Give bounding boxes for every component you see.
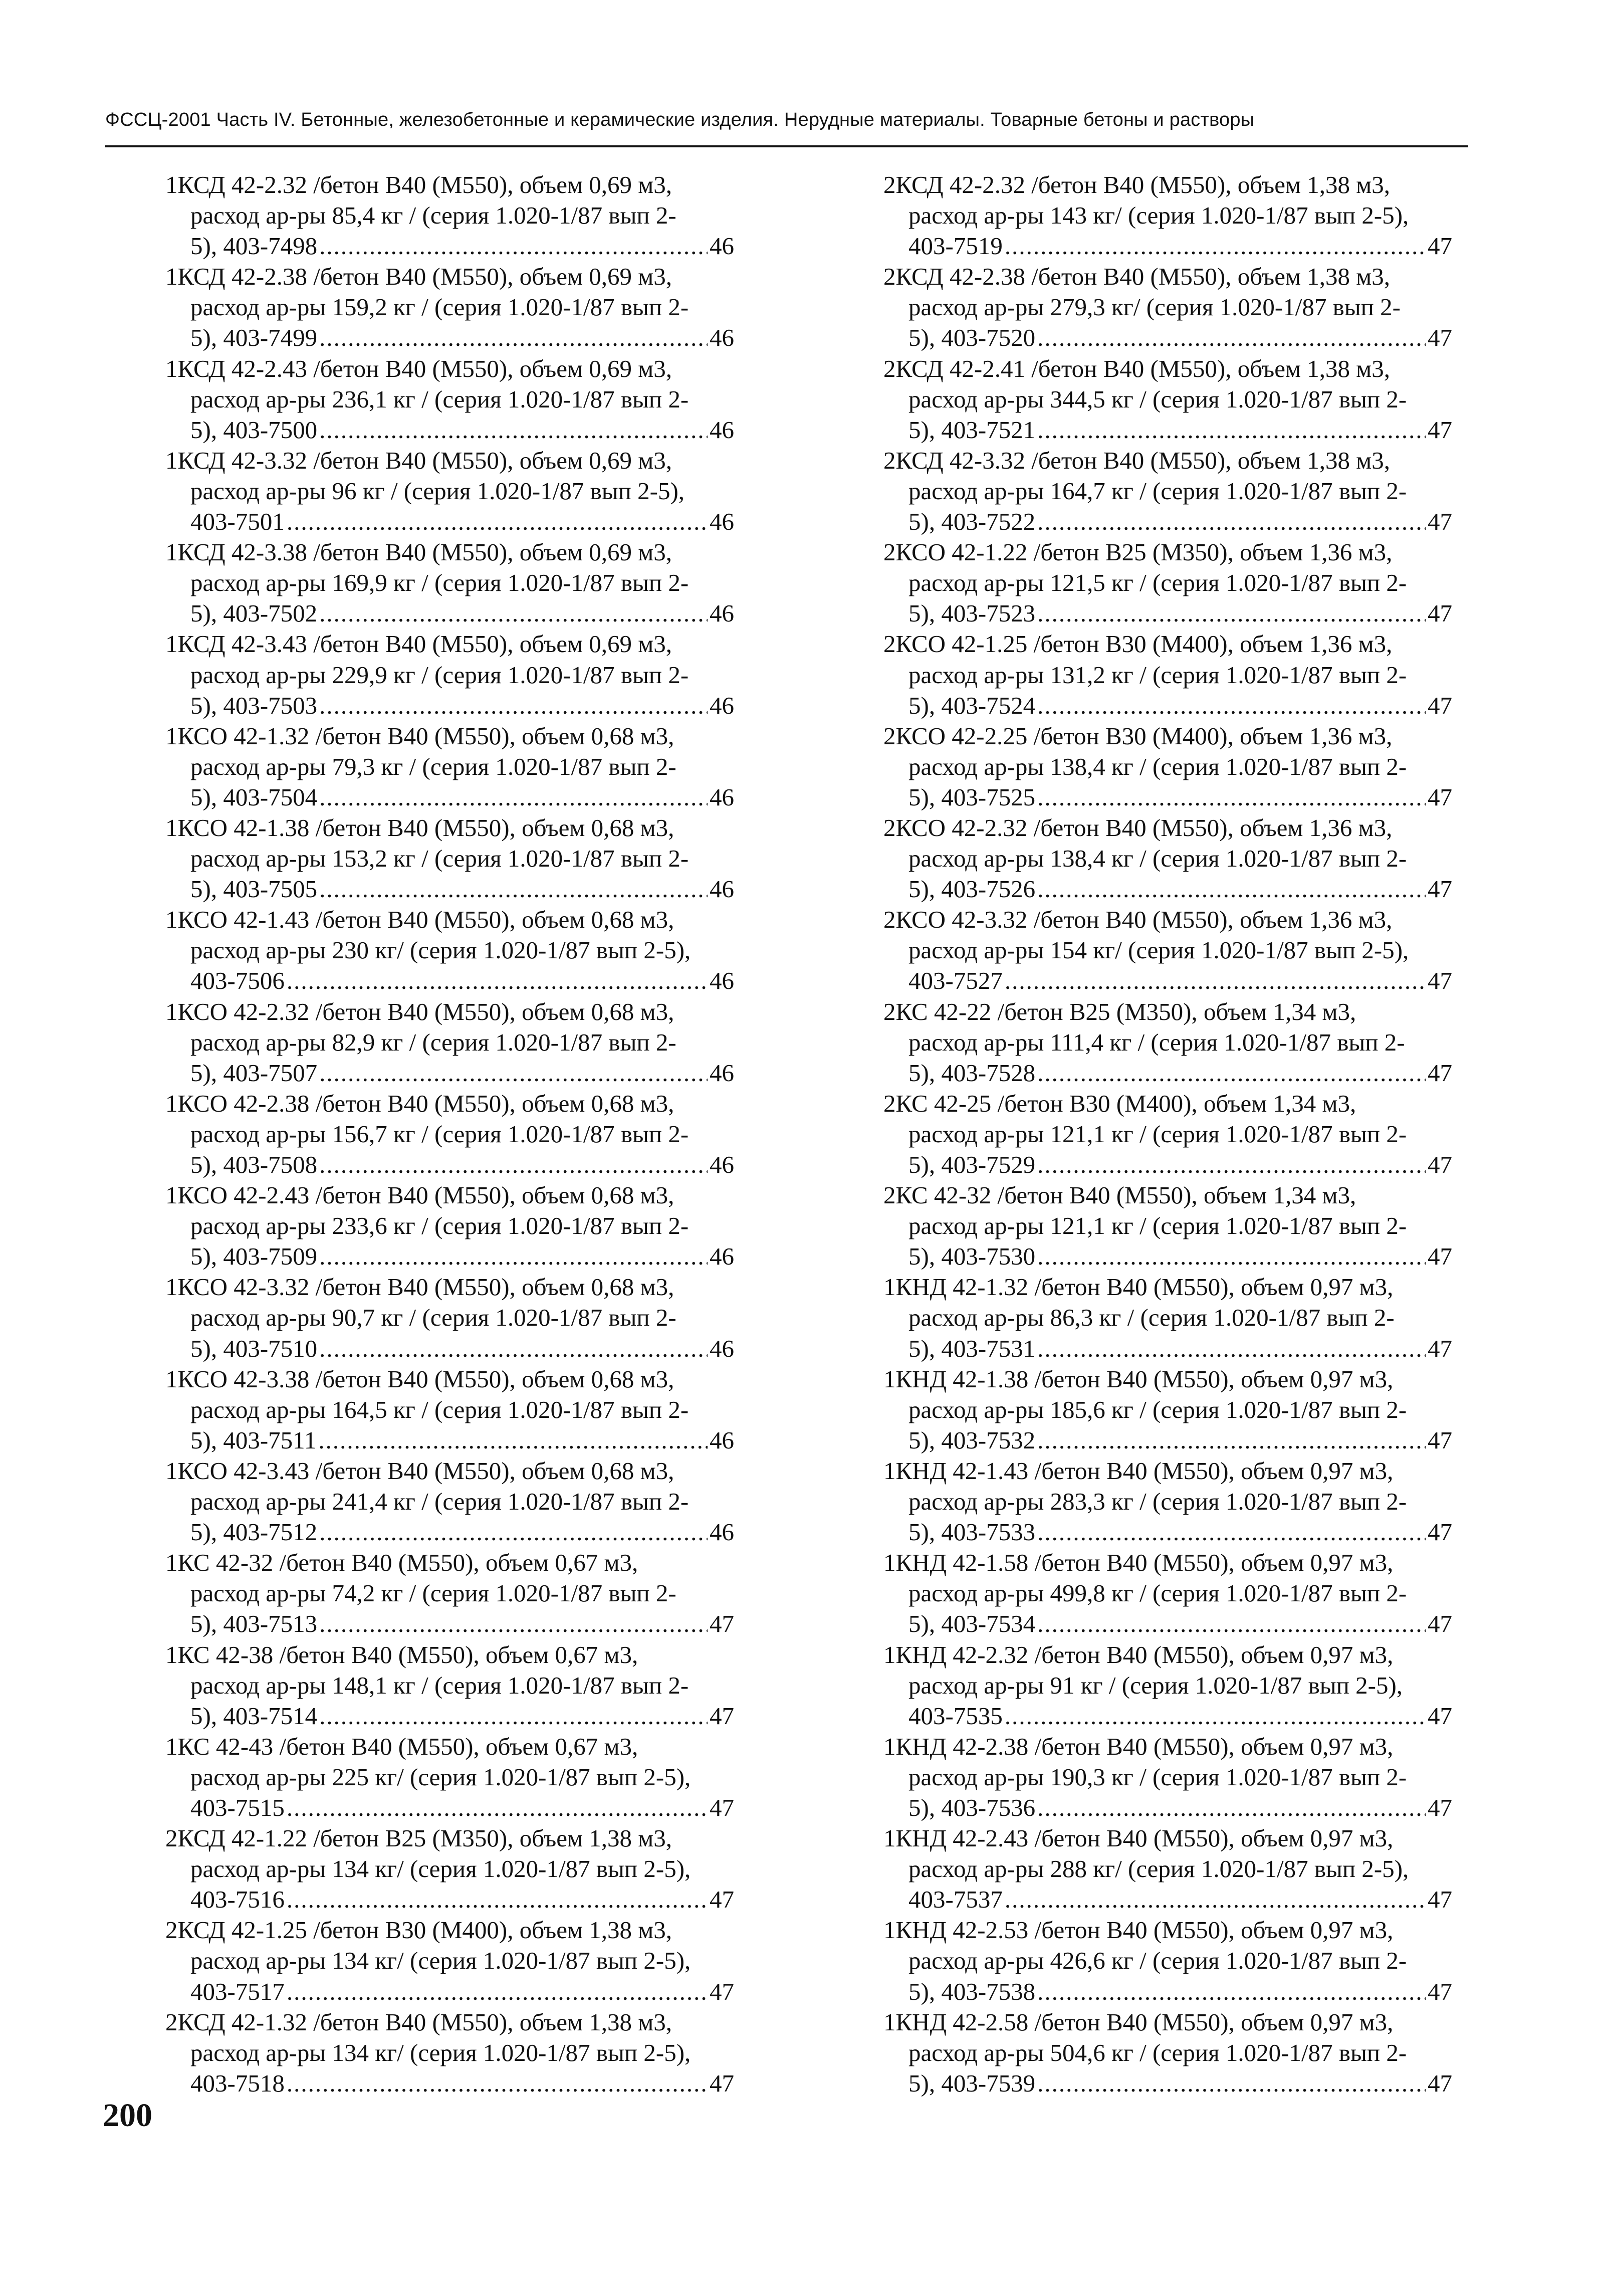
dot-leader xyxy=(319,1241,708,1272)
index-entry xyxy=(165,353,734,445)
dot-leader xyxy=(1037,1517,1426,1547)
entry-page-ref: 46 xyxy=(710,1151,734,1178)
entry-title-line: 2КСД 42-2.32 /бетон В40 (М550), объем 1,38 м3, xyxy=(883,171,1391,198)
index-entry xyxy=(883,1731,1452,1823)
entry-reference-line xyxy=(883,965,1452,996)
index-column-right xyxy=(883,169,1452,2099)
entry-detail-line: расход ар-ры 426,6 кг / (серия 1.020-1/87 вып 2- xyxy=(908,1947,1407,1975)
entry-title-line: 1КНД 42-2.32 /бетон В40 (М550), объем 0,97 м3, xyxy=(883,1640,1394,1668)
dot-leader xyxy=(1005,1701,1426,1731)
entry-code: 5), 403-7511 xyxy=(190,1426,317,1454)
entry-title-line: 1КСО 42-1.32 /бетон В40 (М550), объем 0,68 м3, xyxy=(165,722,674,750)
index-entry xyxy=(883,1639,1452,1731)
entry-page-ref: 47 xyxy=(1428,1059,1452,1087)
entry-page-ref: 47 xyxy=(710,1886,734,1914)
entry-page-ref: 46 xyxy=(710,875,734,903)
entry-reference-line xyxy=(883,506,1452,537)
entry-page-ref: 46 xyxy=(710,1059,734,1087)
index-entry xyxy=(165,2007,734,2099)
entry-title-line: 2КСО 42-1.25 /бетон В30 (М400), объем 1,36 м3, xyxy=(883,630,1393,658)
entry-reference-line xyxy=(883,1425,1452,1455)
dot-leader xyxy=(1037,1425,1426,1455)
entry-reference-line xyxy=(165,414,734,445)
entry-reference-line xyxy=(165,598,734,629)
entry-detail-line: расход ар-ры 279,3 кг/ (серия 1.020-1/87 вып 2- xyxy=(908,293,1401,321)
index-entry xyxy=(165,1547,734,1639)
index-entry xyxy=(883,537,1452,629)
index-entry xyxy=(165,1455,734,1547)
entry-detail-line: расход ар-ры 233,6 кг / (серия 1.020-1/87 вып 2- xyxy=(190,1212,689,1240)
entry-page-ref: 47 xyxy=(1428,691,1452,719)
entry-title-line: 1КСО 42-1.43 /бетон В40 (М550), объем 0,68 м3, xyxy=(165,906,674,934)
index-entry xyxy=(883,812,1452,904)
entry-reference-line xyxy=(165,1701,734,1731)
entry-code: 403-7518 xyxy=(190,2069,285,2097)
entry-code: 5), 403-7513 xyxy=(190,1610,318,1638)
entry-page-ref: 47 xyxy=(1428,1886,1452,1914)
entry-detail-line: расход ар-ры 229,9 кг / (серия 1.020-1/87 вып 2- xyxy=(190,661,689,689)
entry-reference-line xyxy=(883,1517,1452,1547)
entry-page-ref: 47 xyxy=(1428,1518,1452,1546)
index-entry xyxy=(165,812,734,904)
index-entry xyxy=(883,721,1452,812)
dot-leader xyxy=(1037,414,1426,445)
entry-page-ref: 47 xyxy=(1428,1426,1452,1454)
entry-detail-line: расход ар-ры 499,8 кг / (серия 1.020-1/87 вып 2- xyxy=(908,1579,1407,1607)
index-entry xyxy=(883,1088,1452,1180)
entry-detail-line: расход ар-ры 131,2 кг / (серия 1.020-1/87 вып 2- xyxy=(908,661,1407,689)
entry-detail-line: расход ар-ры 283,3 кг / (серия 1.020-1/87 вып 2- xyxy=(908,1488,1407,1516)
dot-leader xyxy=(319,782,708,812)
entry-title-line: 1КСО 42-2.43 /бетон В40 (М550), объем 0,68 м3, xyxy=(165,1181,674,1209)
dot-leader xyxy=(319,1701,708,1731)
entry-detail-line: расход ар-ры 121,1 кг / (серия 1.020-1/87 вып 2- xyxy=(908,1120,1407,1148)
entry-page-ref: 46 xyxy=(710,691,734,719)
entry-page-ref: 47 xyxy=(1428,1334,1452,1362)
entry-code: 403-7527 xyxy=(908,967,1003,995)
dot-leader xyxy=(319,1149,708,1180)
entry-code: 403-7537 xyxy=(908,1886,1003,1914)
entry-reference-line xyxy=(165,2068,734,2099)
entry-detail-line: расход ар-ры 90,7 кг / (серия 1.020-1/87 вып 2- xyxy=(190,1304,676,1332)
dot-leader xyxy=(287,965,708,996)
entry-code: 403-7501 xyxy=(190,508,285,536)
entry-code: 5), 403-7534 xyxy=(908,1610,1036,1638)
entry-detail-line: расход ар-ры 153,2 кг / (серия 1.020-1/87 вып 2- xyxy=(190,845,689,873)
index-entry xyxy=(883,2007,1452,2099)
index-entry xyxy=(165,169,734,261)
dot-leader xyxy=(1037,1241,1426,1272)
entry-title-line: 1КНД 42-2.58 /бетон В40 (М550), объем 0,97 м3, xyxy=(883,2008,1394,2036)
entry-title-line: 2КС 42-32 /бетон В40 (М550), объем 1,34 м3, xyxy=(883,1181,1356,1209)
entry-detail-line: расход ар-ры 156,7 кг / (серия 1.020-1/87 вып 2- xyxy=(190,1120,689,1148)
index-entry xyxy=(165,1180,734,1272)
entry-detail-line: расход ар-ры 134 кг/ (серия 1.020-1/87 вып 2-5), xyxy=(190,2038,691,2066)
entry-title-line: 1КСО 42-2.38 /бетон В40 (М550), объем 0,68 м3, xyxy=(165,1089,674,1117)
index-entry xyxy=(883,1823,1452,1915)
entry-code: 5), 403-7533 xyxy=(908,1518,1036,1546)
entry-detail-line: расход ар-ры 86,3 кг / (серия 1.020-1/87 вып 2- xyxy=(908,1304,1395,1332)
entry-title-line: 1КС 42-38 /бетон В40 (М550), объем 0,67 м3, xyxy=(165,1640,638,1668)
entry-page-ref: 46 xyxy=(710,783,734,811)
index-entry xyxy=(883,261,1452,353)
entry-detail-line: расход ар-ры 169,9 кг / (серия 1.020-1/87 вып 2- xyxy=(190,569,689,597)
entry-detail-line: расход ар-ры 91 кг / (серия 1.020-1/87 вып 2-5), xyxy=(908,1671,1403,1699)
entry-reference-line xyxy=(883,2068,1452,2099)
entry-reference-line xyxy=(165,1058,734,1088)
entry-detail-line: расход ар-ры 164,7 кг / (серия 1.020-1/87 вып 2- xyxy=(908,477,1407,505)
entry-code: 5), 403-7531 xyxy=(908,1334,1036,1362)
entry-title-line: 1КСД 42-3.38 /бетон В40 (М550), объем 0,69 м3, xyxy=(165,538,672,566)
entry-code: 5), 403-7510 xyxy=(190,1334,318,1362)
index-entry xyxy=(165,261,734,353)
index-entry xyxy=(883,1547,1452,1639)
entry-detail-line: расход ар-ры 154 кг/ (серия 1.020-1/87 вып 2-5), xyxy=(908,936,1409,964)
dot-leader xyxy=(1037,690,1426,721)
entry-code: 5), 403-7525 xyxy=(908,783,1036,811)
entry-code: 5), 403-7536 xyxy=(908,1793,1036,1821)
entry-title-line: 1КСО 42-3.43 /бетон В40 (М550), объем 0,68 м3, xyxy=(165,1456,674,1485)
entry-page-ref: 47 xyxy=(1428,1610,1452,1638)
entry-reference-line xyxy=(165,1425,734,1455)
entry-title-line: 2КС 42-22 /бетон В25 (М350), объем 1,34 м3, xyxy=(883,997,1356,1025)
index-entry xyxy=(165,721,734,812)
dot-leader xyxy=(319,1608,708,1639)
entry-page-ref: 47 xyxy=(710,1610,734,1638)
index-entry xyxy=(883,169,1452,261)
header-rule xyxy=(105,145,1468,147)
entry-reference-line xyxy=(883,1701,1452,1731)
dot-leader xyxy=(1005,1884,1426,1915)
dot-leader xyxy=(319,874,708,904)
entry-page-ref: 47 xyxy=(1428,324,1452,352)
entry-code: 5), 403-7509 xyxy=(190,1242,318,1271)
entry-title-line: 1КСД 42-3.32 /бетон В40 (М550), объем 0,69 м3, xyxy=(165,446,672,474)
entry-title-line: 2КСД 42-2.38 /бетон В40 (М550), объем 1,38 м3, xyxy=(883,263,1391,291)
entry-code: 5), 403-7503 xyxy=(190,691,318,719)
entry-reference-line xyxy=(165,1608,734,1639)
entry-code: 5), 403-7520 xyxy=(908,324,1036,352)
entry-page-ref: 46 xyxy=(710,1518,734,1546)
entry-reference-line xyxy=(883,1241,1452,1272)
dot-leader xyxy=(1037,1608,1426,1639)
entry-reference-line xyxy=(883,1608,1452,1639)
entry-code: 5), 403-7523 xyxy=(908,599,1036,628)
entry-code: 5), 403-7526 xyxy=(908,875,1036,903)
entry-code: 5), 403-7498 xyxy=(190,232,318,260)
entry-page-ref: 46 xyxy=(710,1334,734,1362)
entry-code: 403-7515 xyxy=(190,1793,285,1821)
index-entry xyxy=(883,996,1452,1088)
dot-leader xyxy=(287,506,708,537)
index-entry xyxy=(165,1088,734,1180)
entry-title-line: 1КНД 42-1.38 /бетон В40 (М550), объем 0,97 м3, xyxy=(883,1365,1394,1393)
index-entry xyxy=(165,1639,734,1731)
dot-leader xyxy=(319,690,708,721)
entry-title-line: 2КСО 42-1.22 /бетон В25 (М350), объем 1,36 м3, xyxy=(883,538,1393,566)
entry-reference-line xyxy=(883,414,1452,445)
entry-reference-line xyxy=(165,1333,734,1364)
dot-leader xyxy=(1037,598,1426,629)
entry-code: 5), 403-7521 xyxy=(908,415,1036,444)
index-entry xyxy=(165,904,734,996)
entry-code: 403-7516 xyxy=(190,1886,285,1914)
entry-code: 5), 403-7500 xyxy=(190,415,318,444)
entry-code: 5), 403-7539 xyxy=(908,2069,1036,2097)
entry-code: 5), 403-7530 xyxy=(908,1242,1036,1271)
entry-page-ref: 46 xyxy=(710,415,734,444)
index-entry xyxy=(883,904,1452,996)
entry-code: 5), 403-7507 xyxy=(190,1059,318,1087)
dot-leader xyxy=(1037,322,1426,353)
entry-code: 5), 403-7524 xyxy=(908,691,1036,719)
entry-title-line: 1КСД 42-2.43 /бетон В40 (М550), объем 0,69 м3, xyxy=(165,354,672,382)
dot-leader xyxy=(1037,782,1426,812)
entry-detail-line: расход ар-ры 225 кг/ (серия 1.020-1/87 вып 2-5), xyxy=(190,1763,691,1791)
entry-title-line: 2КСО 42-3.32 /бетон В40 (М550), объем 1,36 м3, xyxy=(883,906,1393,934)
dot-leader xyxy=(1037,1792,1426,1823)
entry-title-line: 1КНД 42-2.53 /бетон В40 (М550), объем 0,97 м3, xyxy=(883,1916,1394,1944)
entry-code: 5), 403-7538 xyxy=(908,1977,1036,2005)
entry-detail-line: расход ар-ры 74,2 кг / (серия 1.020-1/87 вып 2- xyxy=(190,1579,676,1607)
entry-page-ref: 46 xyxy=(710,1242,734,1271)
running-header: ФССЦ-2001 Часть IV. Бетонные, железобетонные и керамические изделия. Нерудные материалы. Товарные бетоны и растворы xyxy=(105,109,1255,130)
entry-code: 5), 403-7522 xyxy=(908,508,1036,536)
dot-leader xyxy=(1005,965,1426,996)
entry-detail-line: расход ар-ры 111,4 кг / (серия 1.020-1/87 вып 2- xyxy=(908,1028,1405,1056)
entry-code: 403-7506 xyxy=(190,967,285,995)
index-entry xyxy=(165,1364,734,1455)
entry-code: 5), 403-7529 xyxy=(908,1151,1036,1178)
entry-reference-line xyxy=(165,690,734,721)
entry-detail-line: расход ар-ры 504,6 кг / (серия 1.020-1/87 вып 2- xyxy=(908,2038,1407,2066)
entry-detail-line: расход ар-ры 79,3 кг / (серия 1.020-1/87 вып 2- xyxy=(190,752,676,780)
entry-detail-line: расход ар-ры 164,5 кг / (серия 1.020-1/87 вып 2- xyxy=(190,1395,689,1423)
dot-leader xyxy=(1037,1976,1426,2007)
index-entry xyxy=(165,1731,734,1823)
entry-reference-line xyxy=(883,1976,1452,2007)
entry-title-line: 1КНД 42-2.38 /бетон В40 (М550), объем 0,97 м3, xyxy=(883,1732,1394,1760)
entry-reference-line xyxy=(883,690,1452,721)
entry-page-ref: 46 xyxy=(710,1426,734,1454)
entry-title-line: 1КСО 42-1.38 /бетон В40 (М550), объем 0,68 м3, xyxy=(165,813,674,842)
entry-code: 5), 403-7504 xyxy=(190,783,318,811)
entry-title-line: 2КСД 42-3.32 /бетон В40 (М550), объем 1,38 м3, xyxy=(883,446,1391,474)
dot-leader xyxy=(1037,1149,1426,1180)
entry-code: 5), 403-7502 xyxy=(190,599,318,628)
entry-title-line: 1КНД 42-1.43 /бетон В40 (М550), объем 0,97 м3, xyxy=(883,1456,1394,1485)
index-entry xyxy=(165,1272,734,1363)
entry-detail-line: расход ар-ры 185,6 кг / (серия 1.020-1/87 вып 2- xyxy=(908,1395,1407,1423)
index-entry xyxy=(165,1823,734,1915)
index-entry xyxy=(883,1915,1452,2006)
index-entry xyxy=(165,629,734,720)
entry-detail-line: расход ар-ры 138,4 кг / (серия 1.020-1/87 вып 2- xyxy=(908,845,1407,873)
entry-title-line: 1КСД 42-3.43 /бетон В40 (М550), объем 0,69 м3, xyxy=(165,630,672,658)
entry-detail-line: расход ар-ры 148,1 кг / (серия 1.020-1/87 вып 2- xyxy=(190,1671,689,1699)
entry-detail-line: расход ар-ры 230 кг/ (серия 1.020-1/87 вып 2-5), xyxy=(190,936,691,964)
entry-page-ref: 46 xyxy=(710,232,734,260)
entry-reference-line xyxy=(883,874,1452,904)
dot-leader xyxy=(1037,1333,1426,1364)
entry-page-ref: 46 xyxy=(710,599,734,628)
entry-code: 5), 403-7514 xyxy=(190,1702,318,1730)
dot-leader xyxy=(319,598,708,629)
entry-detail-line: расход ар-ры 138,4 кг / (серия 1.020-1/87 вып 2- xyxy=(908,752,1407,780)
entry-reference-line xyxy=(883,598,1452,629)
entry-detail-line: расход ар-ры 134 кг/ (серия 1.020-1/87 вып 2-5), xyxy=(190,1947,691,1975)
entry-reference-line xyxy=(165,506,734,537)
entry-title-line: 1КНД 42-2.43 /бетон В40 (М550), объем 0,97 м3, xyxy=(883,1824,1394,1852)
entry-page-ref: 46 xyxy=(710,967,734,995)
entry-page-ref: 47 xyxy=(710,1977,734,2005)
entry-page-ref: 47 xyxy=(1428,1151,1452,1178)
entry-code: 403-7535 xyxy=(908,1702,1003,1730)
index-entry xyxy=(883,629,1452,720)
entry-reference-line xyxy=(883,1149,1452,1180)
entry-title-line: 2КСД 42-2.41 /бетон В40 (М550), объем 1,38 м3, xyxy=(883,354,1391,382)
entry-code: 403-7519 xyxy=(908,232,1003,260)
entry-code: 5), 403-7512 xyxy=(190,1518,318,1546)
dot-leader xyxy=(287,2068,708,2099)
index-entry xyxy=(883,1272,1452,1363)
entry-title-line: 1КСД 42-2.38 /бетон В40 (М550), объем 0,69 м3, xyxy=(165,263,672,291)
entry-title-line: 1КСД 42-2.32 /бетон В40 (М550), объем 0,69 м3, xyxy=(165,171,672,198)
dot-leader xyxy=(287,1976,708,2007)
entry-reference-line xyxy=(883,1333,1452,1364)
entry-page-ref: 46 xyxy=(710,324,734,352)
entry-code: 5), 403-7528 xyxy=(908,1059,1036,1087)
entry-reference-line xyxy=(165,874,734,904)
entry-reference-line xyxy=(165,231,734,261)
entry-page-ref: 47 xyxy=(1428,599,1452,628)
index-entry xyxy=(883,1180,1452,1272)
entry-page-ref: 47 xyxy=(1428,232,1452,260)
entry-detail-line: расход ар-ры 241,4 кг / (серия 1.020-1/87 вып 2- xyxy=(190,1488,689,1516)
dot-leader xyxy=(1037,874,1426,904)
entry-detail-line: расход ар-ры 85,4 кг / (серия 1.020-1/87 вып 2- xyxy=(190,201,676,230)
index-entry xyxy=(883,445,1452,537)
index-column-left xyxy=(165,169,734,2099)
entry-page-ref: 47 xyxy=(1428,1242,1452,1271)
entry-page-ref: 47 xyxy=(1428,1977,1452,2005)
entry-reference-line xyxy=(883,322,1452,353)
entry-detail-line: расход ар-ры 143 кг/ (серия 1.020-1/87 вып 2-5), xyxy=(908,201,1409,230)
entry-title-line: 1КС 42-43 /бетон В40 (М550), объем 0,67 м3, xyxy=(165,1732,638,1760)
entry-title-line: 2КСД 42-1.25 /бетон В30 (М400), объем 1,38 м3, xyxy=(165,1916,672,1944)
dot-leader xyxy=(1037,506,1426,537)
entry-reference-line xyxy=(165,322,734,353)
entry-page-ref: 46 xyxy=(710,508,734,536)
entry-page-ref: 47 xyxy=(1428,783,1452,811)
entry-code: 5), 403-7499 xyxy=(190,324,318,352)
entry-detail-line: расход ар-ры 96 кг / (серия 1.020-1/87 вып 2-5), xyxy=(190,477,685,505)
index-entry xyxy=(165,996,734,1088)
entry-detail-line: расход ар-ры 134 кг/ (серия 1.020-1/87 вып 2-5), xyxy=(190,1855,691,1883)
entry-page-ref: 47 xyxy=(710,1793,734,1821)
index-entry xyxy=(165,445,734,537)
entry-title-line: 2КСО 42-2.25 /бетон В30 (М400), объем 1,36 м3, xyxy=(883,722,1393,750)
entry-title-line: 1КСО 42-3.38 /бетон В40 (М550), объем 0,68 м3, xyxy=(165,1365,674,1393)
entry-page-ref: 47 xyxy=(1428,1793,1452,1821)
entry-reference-line xyxy=(165,1792,734,1823)
index-entry xyxy=(165,1915,734,2006)
dot-leader xyxy=(1005,231,1426,261)
entry-detail-line: расход ар-ры 121,5 кг / (серия 1.020-1/87 вып 2- xyxy=(908,569,1407,597)
entry-code: 5), 403-7532 xyxy=(908,1426,1036,1454)
dot-leader xyxy=(319,414,708,445)
entry-page-ref: 47 xyxy=(1428,2069,1452,2097)
entry-page-ref: 47 xyxy=(1428,415,1452,444)
entry-reference-line xyxy=(165,1976,734,2007)
entry-detail-line: расход ар-ры 190,3 кг / (серия 1.020-1/87 вып 2- xyxy=(908,1763,1407,1791)
entry-code: 5), 403-7505 xyxy=(190,875,318,903)
entry-reference-line xyxy=(883,1884,1452,1915)
entry-title-line: 1КСО 42-2.32 /бетон В40 (М550), объем 0,68 м3, xyxy=(165,997,674,1025)
entry-reference-line xyxy=(165,1149,734,1180)
entry-code: 5), 403-7508 xyxy=(190,1151,318,1178)
entry-page-ref: 47 xyxy=(1428,1702,1452,1730)
entry-title-line: 2КСД 42-1.32 /бетон В40 (М550), объем 1,38 м3, xyxy=(165,2008,672,2036)
index-entry xyxy=(165,537,734,629)
index-entry xyxy=(883,1455,1452,1547)
page-number: 200 xyxy=(103,2097,152,2134)
entry-title-line: 2КСД 42-1.22 /бетон В25 (М350), объем 1,38 м3, xyxy=(165,1824,672,1852)
dot-leader xyxy=(319,1058,708,1088)
entry-reference-line xyxy=(165,1241,734,1272)
entry-title-line: 2КСО 42-2.32 /бетон В40 (М550), объем 1,36 м3, xyxy=(883,813,1393,842)
dot-leader xyxy=(319,1333,708,1364)
entry-reference-line xyxy=(165,965,734,996)
dot-leader xyxy=(319,231,708,261)
entry-reference-line xyxy=(165,782,734,812)
entry-reference-line xyxy=(165,1884,734,1915)
dot-leader xyxy=(1037,1058,1426,1088)
entry-page-ref: 47 xyxy=(710,1702,734,1730)
entry-detail-line: расход ар-ры 121,1 кг / (серия 1.020-1/87 вып 2- xyxy=(908,1212,1407,1240)
index-entry xyxy=(883,353,1452,445)
dot-leader xyxy=(319,1517,708,1547)
entry-title-line: 1КС 42-32 /бетон В40 (М550), объем 0,67 м3, xyxy=(165,1549,638,1577)
entry-reference-line xyxy=(165,1517,734,1547)
entry-detail-line: расход ар-ры 82,9 кг / (серия 1.020-1/87 вып 2- xyxy=(190,1028,676,1056)
entry-page-ref: 47 xyxy=(1428,967,1452,995)
entry-page-ref: 47 xyxy=(710,2069,734,2097)
entry-reference-line xyxy=(883,1792,1452,1823)
dot-leader xyxy=(318,1425,708,1455)
entry-title-line: 2КС 42-25 /бетон В30 (М400), объем 1,34 м3, xyxy=(883,1089,1356,1117)
dot-leader xyxy=(1037,2068,1426,2099)
index-entry xyxy=(883,1364,1452,1455)
entry-detail-line: расход ар-ры 288 кг/ (серия 1.020-1/87 вып 2-5), xyxy=(908,1855,1409,1883)
entry-detail-line: расход ар-ры 159,2 кг / (серия 1.020-1/87 вып 2- xyxy=(190,293,689,321)
entry-code: 403-7517 xyxy=(190,1977,285,2005)
dot-leader xyxy=(287,1792,708,1823)
entry-title-line: 1КСО 42-3.32 /бетон В40 (М550), объем 0,68 м3, xyxy=(165,1273,674,1301)
entry-page-ref: 47 xyxy=(1428,508,1452,536)
entry-reference-line xyxy=(883,231,1452,261)
entry-title-line: 1КНД 42-1.32 /бетон В40 (М550), объем 0,97 м3, xyxy=(883,1273,1394,1301)
entry-detail-line: расход ар-ры 344,5 кг / (серия 1.020-1/87 вып 2- xyxy=(908,385,1407,413)
entry-page-ref: 47 xyxy=(1428,875,1452,903)
entry-reference-line xyxy=(883,782,1452,812)
entry-reference-line xyxy=(883,1058,1452,1088)
entry-detail-line: расход ар-ры 236,1 кг / (серия 1.020-1/87 вып 2- xyxy=(190,385,689,413)
entry-title-line: 1КНД 42-1.58 /бетон В40 (М550), объем 0,97 м3, xyxy=(883,1549,1394,1577)
dot-leader xyxy=(287,1884,708,1915)
dot-leader xyxy=(319,322,708,353)
